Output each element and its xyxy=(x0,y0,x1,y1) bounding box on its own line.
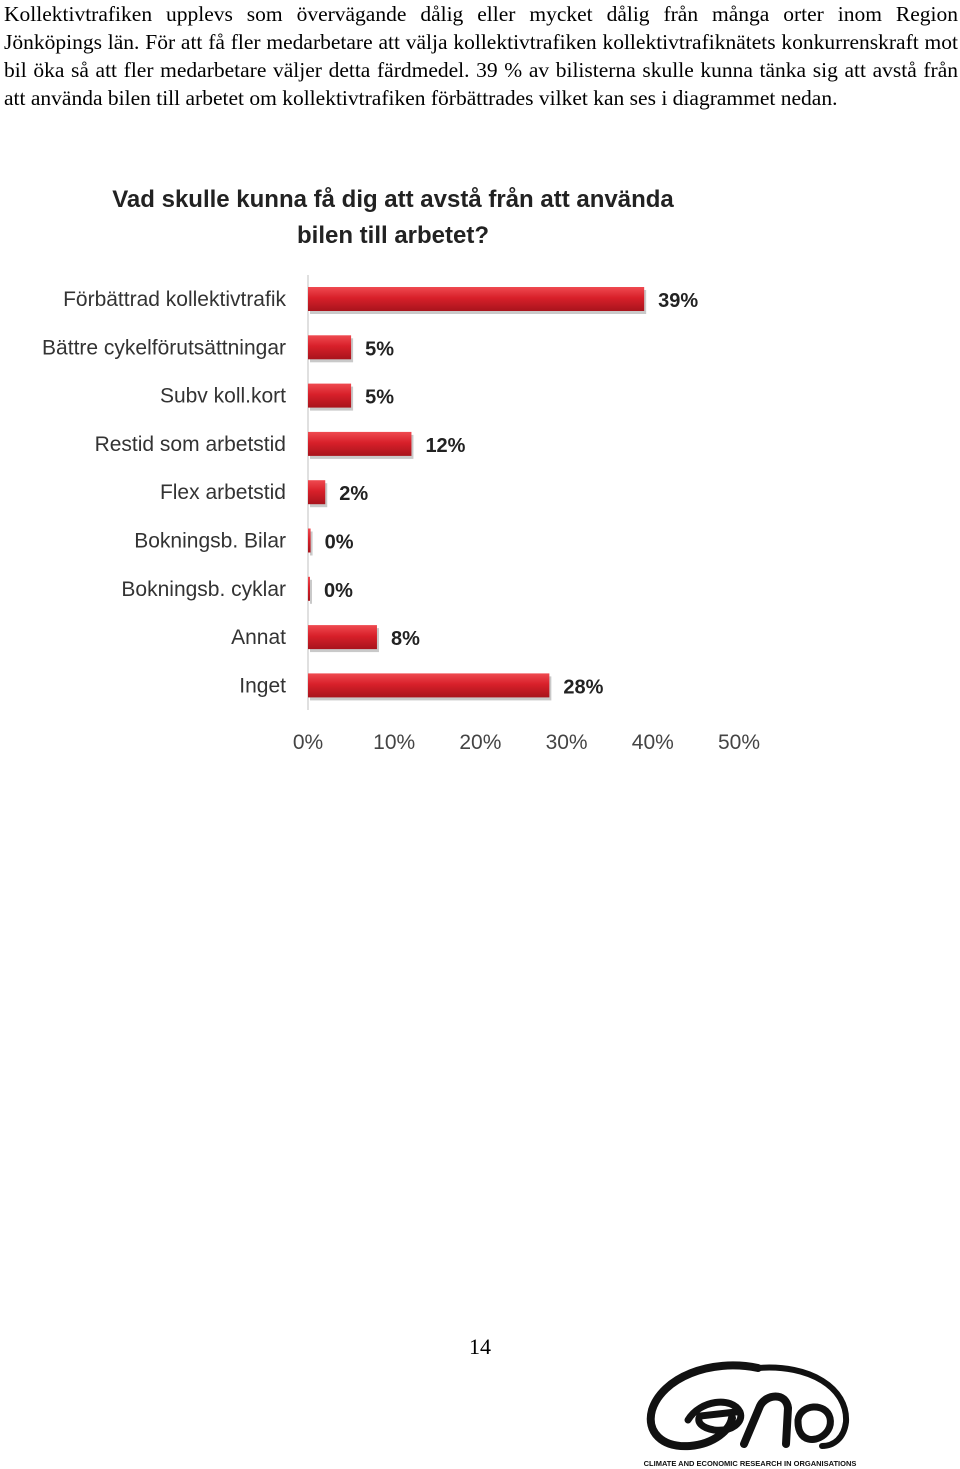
value-label: 5% xyxy=(365,338,395,361)
value-label: 28% xyxy=(563,676,604,699)
cerio-logo-icon xyxy=(640,1360,860,1468)
category-label: Bättre cykelförutsättningar xyxy=(42,336,286,360)
x-tick-label: 50% xyxy=(717,731,761,754)
value-label: 0% xyxy=(324,579,353,602)
bar-chart xyxy=(0,170,960,790)
x-tick-label: 40% xyxy=(631,731,674,754)
category-label: Förbättrad kollektivtrafik xyxy=(63,288,286,311)
category-label: Restid som arbetstid xyxy=(94,432,286,456)
logo-n xyxy=(744,1397,788,1445)
x-tick-label: 20% xyxy=(459,731,502,754)
chart-title-line-2: bilen till arbetet? xyxy=(296,222,490,249)
logo-caption: CLIMATE AND ECONOMIC RESEARCH IN ORGANISATIONS xyxy=(643,1459,857,1468)
chart-svg xyxy=(0,170,960,790)
bar xyxy=(308,577,310,601)
category-label: Inget xyxy=(239,674,286,698)
category-label: Bokningsb. cyklar xyxy=(121,577,286,601)
value-label: 2% xyxy=(339,483,369,506)
page-number: 14 xyxy=(469,1334,491,1359)
bar xyxy=(308,625,377,649)
chart-title-line-1: Vad skulle kunna få dig att avstå från att använda xyxy=(112,186,674,213)
category-label: Flex arbetstid xyxy=(159,481,286,505)
category-label: Bokningsb. Bilar xyxy=(134,529,286,553)
x-tick-label: 30% xyxy=(545,731,588,754)
bar-shadow xyxy=(310,580,312,604)
bar xyxy=(308,287,644,311)
value-label: 5% xyxy=(365,386,395,409)
x-tick-label: 0% xyxy=(292,731,324,754)
bar xyxy=(308,480,325,504)
value-label: 12% xyxy=(425,434,466,457)
category-label: Annat xyxy=(231,626,286,650)
body-paragraph: Kollektivtrafiken upplevs som övervägande dålig eller mycket dålig från många orter inom Region Jönköpings län. För att få fler medarbetare att välja kollektivtrafiken kollektivtrafiknätets konkurrenskraft mot bil öka så att fler medarbetare väljer detta färdmedel. 39 % av bilisterna skulle kunna tänka sig att avstå från att använda bilen till arbetet om kollektivtrafiken förbättrades vilket kan ses i diagrammet nedan. xyxy=(4,2,958,110)
value-label: 39% xyxy=(658,290,699,312)
bar xyxy=(308,335,351,359)
logo-o xyxy=(798,1407,830,1440)
category-label: Subv koll.kort xyxy=(159,384,286,408)
value-label: 8% xyxy=(390,628,420,651)
bar xyxy=(308,432,411,456)
value-label: 0% xyxy=(324,531,354,554)
x-tick-label: 10% xyxy=(373,731,416,754)
bar xyxy=(308,529,311,553)
bar xyxy=(308,384,351,408)
bar xyxy=(308,673,549,697)
